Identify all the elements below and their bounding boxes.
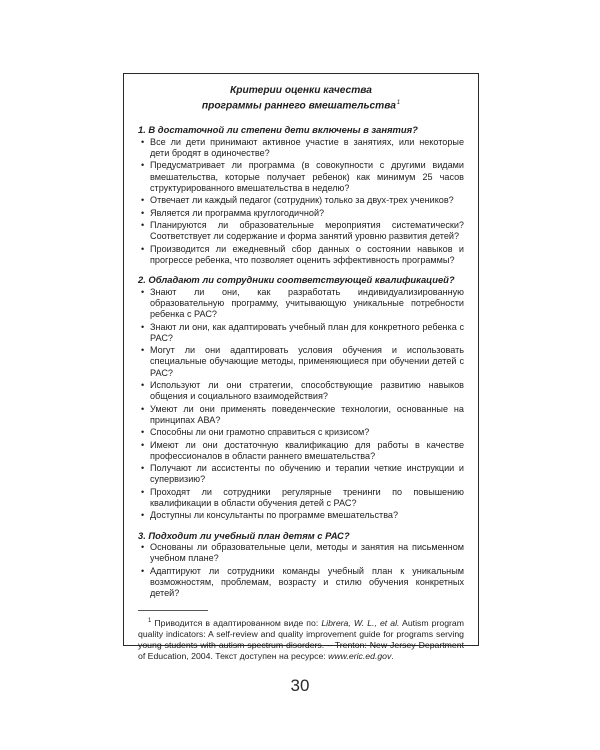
section-2: [138, 274, 464, 521]
title-line-2: программы раннего вмешательства: [201, 100, 396, 112]
list-item: • Основаны ли образовательные цели, методы и занятия на письменном учебном плане?: [138, 542, 464, 565]
list-item: • Используют ли они стратегии, способствующие развитию навыков общения и социального взаимодействия?: [138, 380, 464, 403]
title-footnote-mark: 1: [396, 100, 401, 106]
footnote-intro: Приводится в адаптированном виде по:: [154, 617, 322, 628]
list-item: • Имеют ли они достаточную квалификацию для работы в качестве профессионалов в области раннего вмешательства?: [138, 440, 464, 463]
list-item: • Планируются ли образовательные мероприятия систематически? Соответствует ли содержание и форма занятий уровню развития детей?: [138, 220, 464, 243]
list-item: • Производится ли ежедневный сбор данных о состоянии навыков и прогрессе ребенка, что позволяет оценить эффективность программы?: [138, 244, 464, 267]
footnote-divider: [138, 610, 208, 611]
list-item: • Проходят ли сотрудники регулярные тренинги по повышению квалификации в области обучения детей с РАС?: [138, 487, 464, 510]
page-number: 30: [290, 676, 310, 695]
section-3: [138, 530, 464, 600]
list-item: • Предусматривает ли программа (в совокупности с другими видами вмешательства, которые получает ребенок) как минимум 25 часов структурированного вмешательства в неделю?: [138, 160, 464, 194]
section-heading: 3. Подходит ли учебный план детям с РАС?: [138, 529, 350, 541]
criteria-box: [123, 73, 479, 662]
footnote-authors: Librera, W. L., et al.: [321, 617, 400, 628]
footnote-end: .: [391, 651, 394, 662]
list-item: • Способны ли они грамотно справиться с кризисом?: [138, 427, 464, 438]
list-item: • Могут ли они адаптировать условия обучения и использовать специальные обучающие методы, применяющиеся при обучении детей с РАС?: [138, 345, 464, 379]
list-item: • Отвечает ли каждый педагог (сотрудник) только за двух-трех учеников?: [138, 195, 464, 206]
section-list: [138, 137, 464, 266]
list-item: • Все ли дети принимают активное участие в занятиях, или некоторые дети бродят в одиночестве?: [138, 137, 464, 160]
footnote-url: www.eric.ed.gov: [328, 651, 392, 662]
footnote: [138, 616, 464, 663]
section-heading: 1. В достаточной ли степени дети включены в занятия?: [138, 124, 418, 136]
box-title: [138, 85, 464, 112]
footnote-citation: Autism program quality indicators: A self-review and quality improvement guide for programs serving young students with autism spectrum disorders. – Trenton: New Jersey Department of Education, 2004. Текст доступен на ресурсе:: [138, 617, 464, 662]
list-item: • Является ли программа круглогодичной?: [138, 208, 464, 219]
list-item: • Знают ли они, как адаптировать учебный план для конкретного ребенка с РАС?: [138, 322, 464, 345]
list-item: • Умеют ли они применять поведенческие технологии, основанные на принципах АВА?: [138, 404, 464, 427]
criteria-content: [138, 85, 464, 662]
section-heading: 2. Обладают ли сотрудники соответствующей квалификацией?: [138, 274, 455, 286]
section-list: [138, 542, 464, 599]
section-list: [138, 287, 464, 522]
list-item: • Получают ли ассистенты по обучению и терапии четкие инструкции и супервизию?: [138, 463, 464, 486]
title-line-1: Критерии оценки качества: [230, 85, 372, 96]
section-1: [138, 124, 464, 266]
footnote-mark: 1: [148, 617, 152, 624]
list-item: • Адаптируют ли сотрудники команды учебный план к уникальным возможностям, проблемам, возрасту и стилю обучения конкретных детей?: [138, 566, 464, 600]
list-item: • Доступны ли консультанты по программе вмешательства?: [138, 510, 464, 521]
list-item: • Знают ли они, как разработать индивидуализированную образовательную программу, учитывающую уникальные потребности ребенка с РАС?: [138, 287, 464, 321]
